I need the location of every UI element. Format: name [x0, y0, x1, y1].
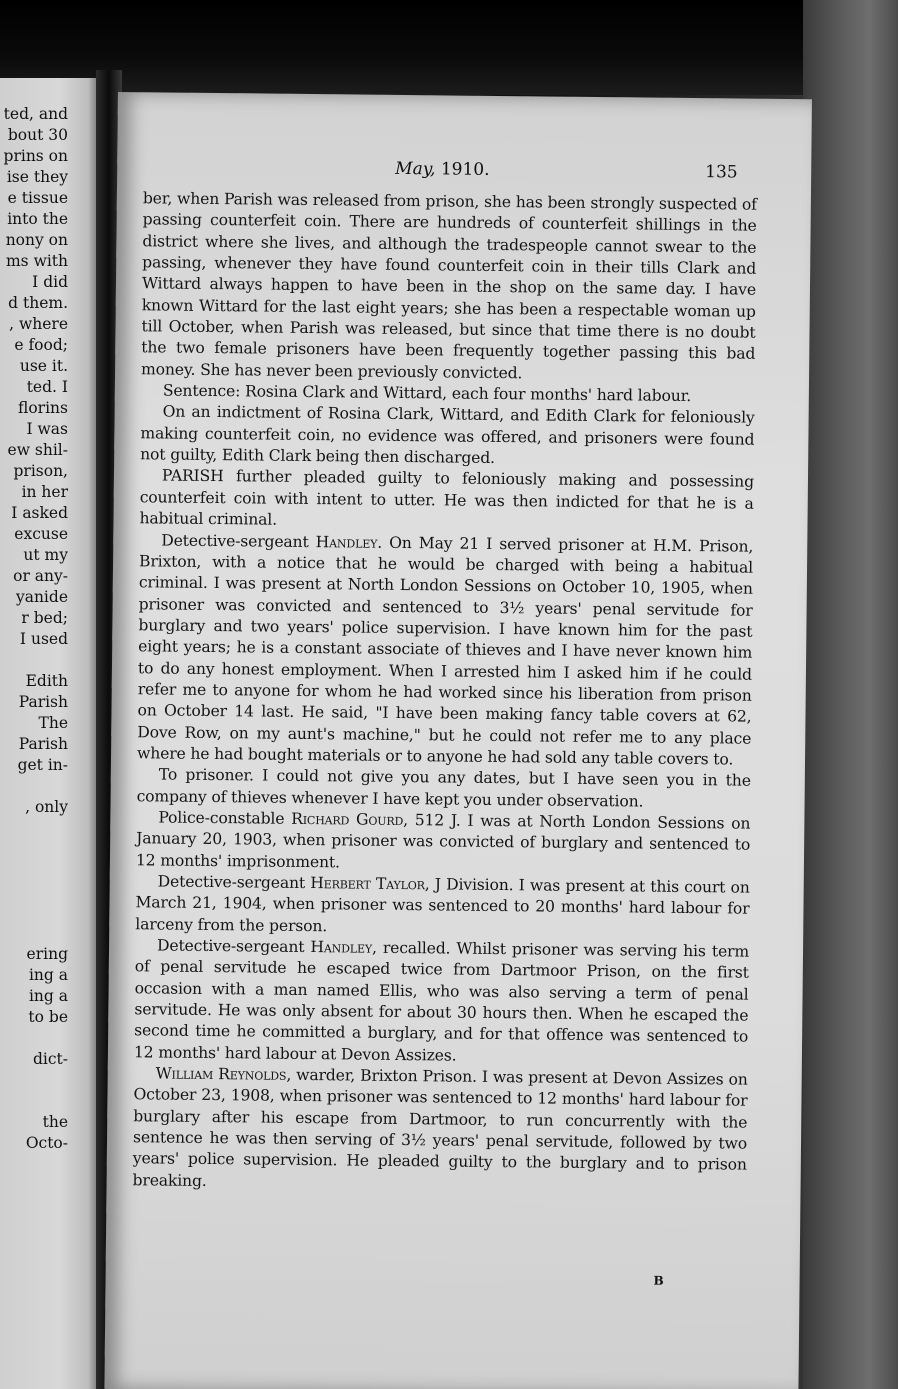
facing-page-text-fragment: Parish	[18, 735, 68, 753]
body-paragraph	[137, 765, 751, 814]
signature-mark: B	[653, 1273, 664, 1288]
facing-page-text-fragment: ted. I	[26, 378, 68, 396]
facing-page-text-fragment: to be	[28, 1008, 68, 1026]
facing-page-text-fragment: Edith	[25, 672, 68, 690]
paragraph-text: ber, when Parish was released from prison, she has been strongly suspected of passing counterfeit coin. There are hundreds of counterfeit shillings in the district where she lives, and although the tradespeople cannot swear to the passing, whenever they have found counterfeit coin in their tills Clark and Wittard always happen to have been in the shop on the same day. I have known Wittard for the last eight years; she has been a respectable woman up till October, when Parish was released, but since that time there is no doubt the two female prisoners have been frequently together passing this bad money. She has never been previously convicted.	[141, 189, 757, 382]
facing-page-text-fragment: Octo-	[25, 1134, 68, 1152]
facing-page-text-fragment: I asked	[11, 504, 68, 522]
facing-page-text-fragment: ted, and	[3, 105, 68, 123]
facing-page-text-fragment: in her	[21, 483, 68, 501]
paragraph-text: , J Division. I was present at this court on March 21, 1904, when prisoner was sentenced to 20 months' hard labour for larceny from the person.	[135, 875, 750, 935]
body-paragraph	[132, 1063, 747, 1197]
facing-page-text-fragment: ew shil-	[7, 441, 68, 459]
body-paragraph	[134, 935, 749, 1069]
facing-page-text-fragment: florins	[18, 399, 68, 417]
facing-page-text-fragment: dict-	[32, 1050, 68, 1068]
paragraph-text: . On May 21 I served prisoner at H.M. Prison, Brixton, with a notice that he would be charged with being a habitual criminal. I was present at North London Sessions on October 10, 1905, when prisoner was convicted and sentenced to 3½ years' penal servitude for burglary and two years' police supervision. I have known him for the past eight years; he is a constant associate of thieves and I have never known him to do any honest employment. When I arrested him I asked him if he could refer me to anyone for whom he had worked since his liberation from prison on October 14 last. He said, "I have been making fancy table covers at 62, Dove Row, on my aunt's machine," but he could not refer me to any place where he had bought materials or to anyone he had sold any table covers to.	[136, 533, 754, 769]
paragraph-text: Detective-sergeant	[157, 872, 311, 893]
facing-page-text-fragment: excuse	[14, 525, 68, 543]
page-number: 135	[705, 162, 738, 183]
facing-page-text-fragment: use it.	[19, 357, 68, 375]
paragraph-text: , 512 J. I was at North London Sessions on January 20, 1903, when prisoner was convicted of burglary and sentenced to 12 months' imprisonment.	[135, 810, 751, 872]
facing-page-text-fragment: ing a	[28, 966, 68, 984]
witness-name: Handley	[315, 532, 378, 552]
paragraph-text: To prisoner. I could not give you any dates, but I have seen you in the company of thieves whenever I have kept you under observation.	[136, 765, 751, 811]
facing-page-text-fragment: e food;	[14, 336, 68, 354]
facing-page-text-fragment: r bed;	[21, 609, 68, 627]
paragraph-text: Detective-sergeant	[156, 936, 311, 957]
facing-page-text-fragment: , where	[9, 315, 68, 333]
dark-background-right	[803, 0, 898, 1389]
paragraph-text: , warder, Brixton Prison. I was present at Devon Assizes on October 23, 1908, when prisoner was sentenced to 12 months' hard labour for burglary after his escape from Dartmoor, to run concurrently with the sentence he was then serving of 3½ years' penal servitude, followed by two years' police supervision. He pleaded guilty to the burglary and to prison breaking.	[132, 1065, 748, 1190]
facing-page-left-edge	[0, 78, 98, 1389]
facing-page-text-fragment: ering	[26, 945, 68, 963]
facing-page-text-fragment: I was	[26, 420, 68, 438]
running-title-year: 1910.	[440, 159, 490, 180]
facing-page-text-fragment: I did	[32, 273, 68, 291]
facing-page-text-fragment: bout 30	[7, 126, 68, 144]
facing-page-text-fragment: I used	[19, 630, 68, 648]
witness-name: Herbert Taylor	[310, 874, 425, 894]
paragraph-text: On an indictment of Rosina Clark, Wittard, and Edith Clark for feloniously making counterfeit coin, no evidence was offered, and prisoners were found not guilty, Edith Clark being then discharged.	[140, 402, 755, 468]
facing-page-text-fragment: ut my	[23, 546, 68, 564]
facing-page-text-fragment: ise they	[6, 168, 68, 186]
running-title	[395, 159, 490, 180]
facing-page-text-fragment: ms with	[5, 252, 68, 270]
facing-page-text-fragment: e tissue	[7, 189, 68, 207]
facing-page-text-fragment: the	[42, 1113, 68, 1131]
facing-page-text-fragment: , only	[25, 798, 68, 816]
facing-page-text-fragment: yanide	[15, 588, 68, 606]
paragraph-text: Detective-sergeant	[161, 530, 316, 551]
facing-page-text-fragment: prins on	[3, 147, 68, 165]
facing-page-text-fragment: or any-	[13, 567, 68, 585]
body-paragraph	[141, 188, 757, 387]
paragraph-text: Sentence: Rosina Clark and Wittard, each four months' hard labour.	[162, 381, 692, 406]
facing-page-text-fragment: d them.	[8, 294, 68, 312]
facing-page-text-fragment: prison,	[13, 462, 68, 480]
facing-page-text-fragment: Parish	[18, 693, 68, 711]
facing-page-text-fragment: get in-	[17, 756, 68, 774]
facing-page-text-fragment: into the	[7, 210, 68, 228]
paragraph-text: , recalled. Whilst prisoner was serving his term of penal servitude he escaped twice from Dartmoor Prison, on the first occasion with a man named Ellis, who was also serving a term of penal servitude. He was only absent for about 30 hours then. When he escaped the second time he committed a burglary, and for that offence was sentenced to 12 months' hard labour at Devon Assizes.	[133, 938, 750, 1065]
page-header	[117, 156, 811, 187]
body-paragraph	[137, 530, 753, 771]
running-title-month: May,	[395, 158, 436, 180]
book-page	[104, 92, 812, 1389]
dark-background-top	[0, 0, 898, 95]
page-body-text	[132, 188, 756, 1198]
body-paragraph	[136, 807, 751, 877]
facing-page-text-fragment: ing a	[28, 987, 68, 1005]
witness-name: William Reynolds	[155, 1064, 287, 1084]
body-paragraph	[135, 871, 750, 941]
witness-name: Richard Gourd	[291, 809, 404, 829]
body-paragraph	[140, 402, 755, 472]
paragraph-text: Police-constable	[158, 808, 292, 828]
paragraph-text: PARISH further pleaded guilty to feloniously making and possessing counterfeit coin with intent to utter. He was then indicted for that he is a habitual criminal.	[139, 466, 755, 529]
body-paragraph	[139, 466, 754, 536]
witness-name: Handley	[310, 938, 373, 957]
facing-page-text-fragment: The	[38, 714, 68, 732]
facing-page-text-fragment: nony on	[5, 231, 68, 249]
